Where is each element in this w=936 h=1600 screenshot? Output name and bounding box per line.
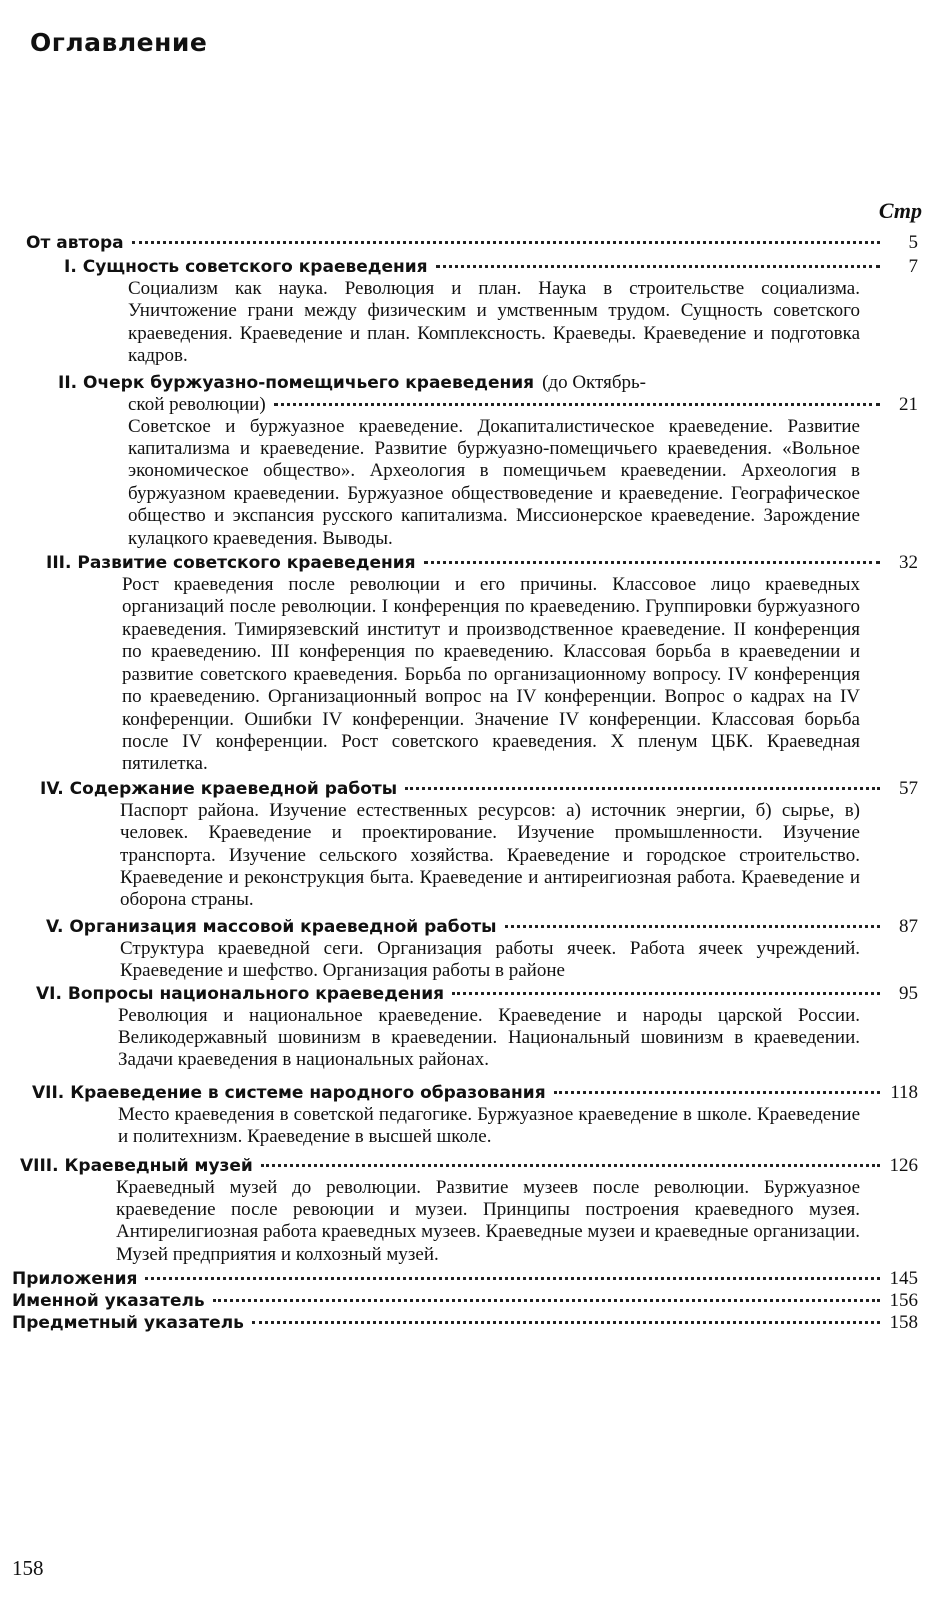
page-title: Оглавление — [30, 28, 208, 57]
chapter-title: Краеведный музей — [64, 1155, 253, 1176]
chapter-description: Паспорт района. Изучение естественных ресурсов: а) источник энергии, б) сырье, в) человек. Краеведение и проектирование. Изучение промышленности. Изучение транспорта. Изучение сельского хозяйства. Краеведение и городское строительство. Краеведение и реконструкция быта. Краеведение и антиреигиозная работа. Краеведение и оборона страны. — [120, 799, 860, 911]
appendix-label: Приложения — [12, 1269, 138, 1290]
chapter-number: IV. — [40, 778, 64, 799]
toc-entry-chapter-1[interactable] — [0, 256, 936, 368]
chapter-description: Рост краеведения после революции и его причины. Классовое лицо краеведных организаций после революции. I конференция по краеведению. Группировки буржуазного краеведения. Тимирязевский институт и производственное краеведение. II конференция по краеведению. III конференция по краеведению. Классовая борьба в краеведении и развитие советского краеведения. Борьба по организационному вопросу. IV конференция по краеведению. Организационный вопрос на IV конференции. Вопрос о кадрах на IV конференции. Ошибки IV конференции. Значение IV конференции. Классовая борьба после IV конференции. Рост советского краеведения. X пленум ЦБК. Краеведная пятилетка. — [122, 574, 860, 775]
appendix-label: Предметный указатель — [12, 1313, 244, 1334]
preface-label: От автора — [26, 233, 124, 253]
toc-entry-chapter-3[interactable] — [0, 552, 936, 776]
chapter-title-tail: (до Октябрь- — [542, 371, 646, 393]
toc-entry-subject-index[interactable] — [0, 1312, 936, 1334]
page-number: 145 — [889, 1268, 918, 1290]
chapter-description: Советское и буржуазное краеведение. Докапиталистическое краеведение. Развитие капитализма и краеведение. Развитие буржуазно-помещичьего краеведения. «Вольное экономическое общество». Археология в помещичьем краеведении. Археология в буржуазном краеведении. Буржуазное обществоведение и краеведение. Географическое общество и экспансия русского капитализма. Миссионерское краеведение. Зарождение кулацкого краеведения. Выводы. — [128, 415, 860, 549]
chapter-description: Социализм как наука. Революция и план. Наука в строительстве социализма. Уничтожение грани между физическим и умственным трудом. Сущность советского краеведения. Краеведение и план. Комплексность. Краеведы. Краеведение и подготовка кадров. — [128, 278, 860, 367]
page-column-header: Стр — [878, 198, 922, 223]
chapter-title-continuation: ской революции) — [128, 393, 266, 415]
dot-leader — [132, 241, 880, 244]
chapter-title: Очерк буржуазно-помещичьего краеведения — [83, 372, 535, 393]
toc-entry-chapter-5[interactable] — [0, 916, 936, 983]
page-number: 158 — [889, 1312, 918, 1334]
folio-page-number: 158 — [12, 1556, 44, 1580]
page-number: 32 — [899, 552, 918, 574]
dot-leader — [252, 1321, 880, 1324]
chapter-description: Место краеведения в советской педагогике. Буржуазное краеведение в школе. Краеведение и политехнизм. Краеведение в высшей школе. — [118, 1103, 860, 1148]
page-number: 118 — [890, 1081, 918, 1103]
page-number: 57 — [899, 777, 918, 799]
dot-leader — [452, 992, 880, 995]
chapter-number: II. — [58, 372, 78, 393]
toc-entry-name-index[interactable] — [0, 1290, 936, 1312]
chapter-title: Краеведение в системе народного образования — [70, 1082, 546, 1103]
chapter-number: V. — [46, 916, 64, 937]
dot-leader — [436, 265, 880, 268]
page-number: 21 — [899, 393, 918, 415]
chapter-description: Структура краеведной сеги. Организация работы ячеек. Работа ячеек учреждений. Краеведение и шефство. Организация работы в районе — [120, 937, 860, 982]
toc-entry-appendices[interactable] — [0, 1268, 936, 1290]
page-number: 7 — [908, 256, 918, 277]
dot-leader — [554, 1091, 880, 1094]
chapter-number: VI. — [36, 983, 62, 1004]
chapter-number: III. — [46, 553, 72, 574]
dot-leader — [505, 925, 880, 928]
toc-entry-chapter-6[interactable] — [0, 983, 936, 1072]
dot-leader — [261, 1164, 880, 1167]
chapter-number: VIII. — [20, 1155, 59, 1176]
toc-entry-preface[interactable] — [0, 232, 936, 254]
toc-entry-chapter-7[interactable] — [0, 1082, 936, 1149]
chapter-title: Вопросы национального краеведения — [67, 983, 445, 1004]
page-number: 156 — [889, 1290, 918, 1312]
chapter-number: I. — [64, 257, 77, 277]
chapter-description: Краеведный музей до революции. Развитие музеев после революции. Буржуазное краеведение после ревоюции и музеи. Принципы построения краеведного музея. Антирелигиозная работа краеведных музеев. Краеведные музеи и краеведные организации. Музей предприятия и колхозный музей. — [116, 1176, 860, 1265]
appendix-label: Именной указатель — [12, 1291, 205, 1312]
chapter-title: Содержание краеведной работы — [69, 778, 398, 799]
table-of-contents — [0, 230, 936, 1334]
page-number: 126 — [889, 1154, 918, 1176]
page-number: 95 — [899, 982, 918, 1004]
page-number: 87 — [899, 915, 918, 937]
dot-leader — [405, 787, 880, 790]
toc-entry-chapter-8[interactable] — [0, 1155, 936, 1267]
toc-entry-chapter-2[interactable] — [0, 372, 936, 550]
dot-leader — [274, 403, 880, 406]
page-number: 5 — [908, 232, 918, 253]
dot-leader — [424, 561, 880, 564]
toc-entry-chapter-4[interactable] — [0, 778, 936, 912]
chapter-title: Сущность советского краеведения — [82, 257, 428, 277]
dot-leader — [145, 1277, 880, 1280]
chapter-number: VII. — [32, 1082, 65, 1103]
dot-leader — [213, 1299, 880, 1302]
chapter-description: Революция и национальное краеведение. Краеведение и народы царской России. Великодержавный шовинизм в краеведении. Национальный шовинизм в краеведении. Задачи краеведения в национальных районах. — [118, 1004, 860, 1071]
chapter-title: Организация массовой краеведной работы — [69, 916, 497, 937]
chapter-title: Развитие советского краеведения — [77, 553, 416, 574]
